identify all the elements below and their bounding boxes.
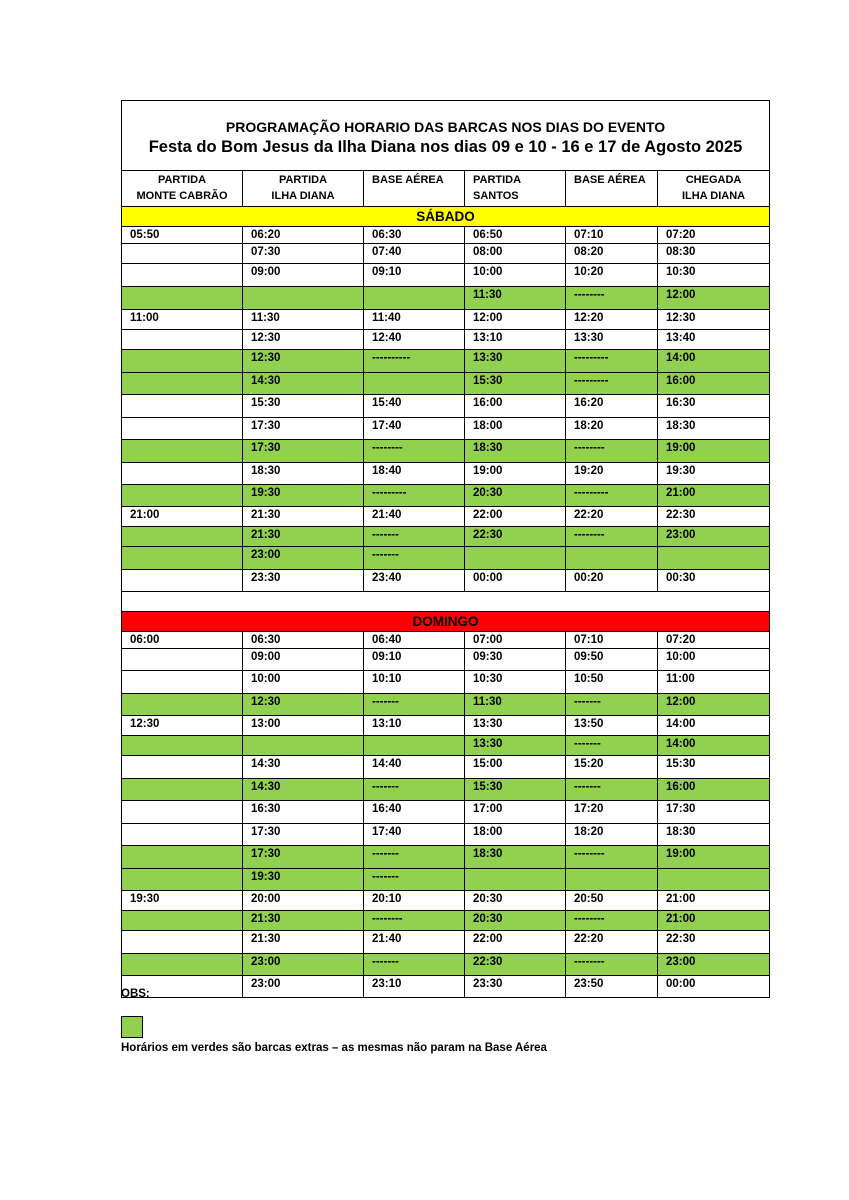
time-cell: 13:00 bbox=[243, 716, 364, 736]
time-cell: 22:00 bbox=[465, 507, 566, 527]
time-cell: 22:20 bbox=[566, 507, 658, 527]
time-cell: 11:30 bbox=[465, 694, 566, 716]
time-cell: 21:00 bbox=[658, 911, 770, 931]
time-cell: 22:30 bbox=[658, 507, 770, 527]
time-cell: 16:30 bbox=[658, 395, 770, 418]
time-cell: 14:30 bbox=[243, 756, 364, 779]
time-cell: 14:00 bbox=[658, 716, 770, 736]
time-cell: -------- bbox=[566, 527, 658, 547]
time-cell: 09:00 bbox=[243, 649, 364, 671]
time-cell: 14:00 bbox=[658, 350, 770, 373]
time-cell: 13:30 bbox=[465, 736, 566, 756]
extra-trip-row bbox=[122, 373, 770, 395]
time-cell: 16:40 bbox=[364, 801, 465, 824]
time-cell: 23:10 bbox=[364, 976, 465, 998]
column-header bbox=[243, 171, 364, 207]
time-cell: 15:20 bbox=[566, 756, 658, 779]
time-cell: 10:30 bbox=[465, 671, 566, 694]
trip-row bbox=[122, 632, 770, 649]
time-cell: 18:00 bbox=[465, 824, 566, 846]
trip-row bbox=[122, 418, 770, 440]
time-cell: 23:30 bbox=[465, 976, 566, 998]
time-cell: 12:30 bbox=[243, 330, 364, 350]
time-cell: 23:50 bbox=[566, 976, 658, 998]
time-cell: 20:00 bbox=[243, 891, 364, 911]
time-cell: 21:00 bbox=[658, 891, 770, 911]
column-header-line2: SANTOS bbox=[473, 190, 519, 202]
trip-row bbox=[122, 716, 770, 736]
day-band bbox=[122, 612, 770, 632]
time-cell: 21:00 bbox=[122, 507, 243, 527]
trip-row bbox=[122, 756, 770, 779]
time-cell: 13:50 bbox=[566, 716, 658, 736]
time-cell bbox=[122, 846, 243, 869]
time-cell: 23:40 bbox=[364, 570, 465, 592]
time-cell: 17:40 bbox=[364, 418, 465, 440]
extra-trip-row bbox=[122, 736, 770, 756]
time-cell: 06:50 bbox=[465, 227, 566, 244]
extra-trip-row bbox=[122, 350, 770, 373]
time-cell: ------- bbox=[566, 736, 658, 756]
time-cell bbox=[122, 671, 243, 694]
time-cell: 21:00 bbox=[658, 485, 770, 507]
time-cell bbox=[658, 869, 770, 891]
column-header bbox=[122, 171, 243, 207]
time-cell: 11:30 bbox=[243, 310, 364, 330]
time-cell: 18:00 bbox=[465, 418, 566, 440]
time-cell: 11:00 bbox=[122, 310, 243, 330]
time-cell: 12:30 bbox=[122, 716, 243, 736]
time-cell bbox=[122, 824, 243, 846]
time-cell: ------- bbox=[364, 869, 465, 891]
time-cell: 17:30 bbox=[243, 440, 364, 463]
time-cell: 20:30 bbox=[465, 911, 566, 931]
time-cell: 22:00 bbox=[465, 931, 566, 954]
trip-row bbox=[122, 801, 770, 824]
column-header-line2: ILHA DIANA bbox=[271, 190, 335, 202]
column-header-line1: PARTIDA bbox=[473, 174, 522, 186]
time-cell: -------- bbox=[566, 440, 658, 463]
time-cell: 20:30 bbox=[465, 485, 566, 507]
trip-row bbox=[122, 227, 770, 244]
time-cell: 19:20 bbox=[566, 463, 658, 485]
time-cell: 18:20 bbox=[566, 418, 658, 440]
time-cell: 18:30 bbox=[243, 463, 364, 485]
column-header-line2: ILHA DIANA bbox=[681, 190, 746, 202]
trip-row bbox=[122, 649, 770, 671]
time-cell: 19:30 bbox=[122, 891, 243, 911]
time-cell: 08:00 bbox=[465, 244, 566, 264]
time-cell: 21:30 bbox=[243, 507, 364, 527]
time-cell: 13:30 bbox=[465, 716, 566, 736]
time-cell: 21:40 bbox=[364, 507, 465, 527]
time-cell: 16:00 bbox=[465, 395, 566, 418]
time-cell bbox=[364, 373, 465, 395]
time-cell: 11:30 bbox=[465, 287, 566, 310]
time-cell: 18:30 bbox=[658, 418, 770, 440]
time-cell: 17:30 bbox=[243, 846, 364, 869]
time-cell: 20:50 bbox=[566, 891, 658, 911]
column-header-line2: MONTE CABRÃO bbox=[136, 190, 228, 202]
time-cell: 11:00 bbox=[658, 671, 770, 694]
trip-row bbox=[122, 507, 770, 527]
trip-row bbox=[122, 824, 770, 846]
time-cell: -------- bbox=[566, 287, 658, 310]
time-cell: ------- bbox=[364, 527, 465, 547]
time-cell: 12:00 bbox=[658, 287, 770, 310]
time-cell: 17:30 bbox=[658, 801, 770, 824]
time-cell: 05:50 bbox=[122, 227, 243, 244]
time-cell: 15:30 bbox=[465, 373, 566, 395]
time-cell: 07:10 bbox=[566, 632, 658, 649]
time-cell: 16:20 bbox=[566, 395, 658, 418]
time-cell: 09:30 bbox=[465, 649, 566, 671]
time-cell: 07:00 bbox=[465, 632, 566, 649]
time-cell bbox=[122, 547, 243, 570]
time-cell: 16:00 bbox=[658, 779, 770, 801]
extra-trip-row bbox=[122, 694, 770, 716]
time-cell: 13:10 bbox=[465, 330, 566, 350]
time-cell bbox=[122, 244, 243, 264]
time-cell: 00:00 bbox=[465, 570, 566, 592]
extra-trip-row bbox=[122, 440, 770, 463]
time-cell: 12:00 bbox=[465, 310, 566, 330]
time-cell: 20:30 bbox=[465, 891, 566, 911]
time-cell: 08:20 bbox=[566, 244, 658, 264]
time-cell: ---------- bbox=[364, 350, 465, 373]
trip-row bbox=[122, 330, 770, 350]
time-cell bbox=[122, 264, 243, 287]
time-cell: 10:00 bbox=[658, 649, 770, 671]
extra-trip-row bbox=[122, 779, 770, 801]
time-cell: 19:00 bbox=[465, 463, 566, 485]
time-cell: -------- bbox=[364, 440, 465, 463]
time-cell: 09:10 bbox=[364, 264, 465, 287]
time-cell bbox=[122, 350, 243, 373]
time-cell: --------- bbox=[364, 485, 465, 507]
extra-trip-row bbox=[122, 911, 770, 931]
time-cell bbox=[465, 547, 566, 570]
column-header-line1: CHEGADA bbox=[685, 174, 742, 186]
time-cell: 14:00 bbox=[658, 736, 770, 756]
time-cell: 07:30 bbox=[243, 244, 364, 264]
column-header-line1: PARTIDA bbox=[278, 174, 328, 186]
time-cell: -------- bbox=[566, 911, 658, 931]
time-cell: -------- bbox=[566, 846, 658, 869]
time-cell: 21:40 bbox=[364, 931, 465, 954]
time-cell bbox=[122, 756, 243, 779]
spacer-cell bbox=[122, 592, 770, 612]
extra-trip-row bbox=[122, 954, 770, 976]
legend-text: Horários em verdes são barcas extras – as mesmas não param na Base Aérea bbox=[121, 1042, 547, 1054]
time-cell: 12:20 bbox=[566, 310, 658, 330]
time-cell: 23:00 bbox=[243, 954, 364, 976]
column-header bbox=[658, 171, 770, 207]
time-cell: 10:50 bbox=[566, 671, 658, 694]
time-cell: ------- bbox=[364, 694, 465, 716]
time-cell: ------- bbox=[364, 779, 465, 801]
time-cell: 13:40 bbox=[658, 330, 770, 350]
time-cell bbox=[465, 869, 566, 891]
time-cell: 23:00 bbox=[243, 547, 364, 570]
column-header-row bbox=[122, 171, 770, 207]
column-header bbox=[364, 171, 465, 207]
time-cell: --------- bbox=[566, 350, 658, 373]
extra-trip-row bbox=[122, 287, 770, 310]
time-cell: 20:10 bbox=[364, 891, 465, 911]
time-cell: 17:40 bbox=[364, 824, 465, 846]
extra-trip-row bbox=[122, 547, 770, 570]
obs-label: OBS: bbox=[121, 988, 150, 1000]
extra-trip-row bbox=[122, 527, 770, 547]
time-cell: ------- bbox=[364, 954, 465, 976]
time-cell: 00:30 bbox=[658, 570, 770, 592]
time-cell: 18:20 bbox=[566, 824, 658, 846]
time-cell: -------- bbox=[566, 954, 658, 976]
time-cell: 18:30 bbox=[465, 846, 566, 869]
time-cell: 14:30 bbox=[243, 779, 364, 801]
title-block bbox=[122, 101, 770, 171]
time-cell: 12:30 bbox=[243, 694, 364, 716]
time-cell: 17:20 bbox=[566, 801, 658, 824]
trip-row bbox=[122, 395, 770, 418]
time-cell: 12:00 bbox=[658, 694, 770, 716]
time-cell: 12:40 bbox=[364, 330, 465, 350]
time-cell: ------- bbox=[364, 547, 465, 570]
time-cell: 21:30 bbox=[243, 911, 364, 931]
time-cell bbox=[122, 931, 243, 954]
trip-row bbox=[122, 671, 770, 694]
trip-row bbox=[122, 463, 770, 485]
time-cell: 22:30 bbox=[465, 527, 566, 547]
time-cell bbox=[364, 736, 465, 756]
time-cell: 09:00 bbox=[243, 264, 364, 287]
time-cell: 11:40 bbox=[364, 310, 465, 330]
column-header bbox=[566, 171, 658, 207]
green-legend-swatch bbox=[121, 1016, 143, 1038]
time-cell: 13:10 bbox=[364, 716, 465, 736]
time-cell: 15:30 bbox=[243, 395, 364, 418]
time-cell: 10:00 bbox=[465, 264, 566, 287]
time-cell: 16:00 bbox=[658, 373, 770, 395]
time-cell bbox=[122, 779, 243, 801]
time-cell: 12:30 bbox=[658, 310, 770, 330]
time-cell: 10:10 bbox=[364, 671, 465, 694]
time-cell bbox=[122, 287, 243, 310]
time-cell: 00:20 bbox=[566, 570, 658, 592]
time-cell: 14:30 bbox=[243, 373, 364, 395]
time-cell: 07:20 bbox=[658, 227, 770, 244]
time-cell: 07:10 bbox=[566, 227, 658, 244]
column-header bbox=[465, 171, 566, 207]
time-cell: 13:30 bbox=[566, 330, 658, 350]
time-cell: 18:30 bbox=[465, 440, 566, 463]
day-label: SÁBADO bbox=[122, 207, 770, 227]
time-cell: 23:00 bbox=[243, 976, 364, 998]
time-cell bbox=[122, 440, 243, 463]
time-cell: 19:00 bbox=[658, 440, 770, 463]
time-cell bbox=[243, 736, 364, 756]
time-cell: 07:40 bbox=[364, 244, 465, 264]
time-cell: 17:00 bbox=[465, 801, 566, 824]
time-cell: 19:30 bbox=[658, 463, 770, 485]
time-cell: 15:00 bbox=[465, 756, 566, 779]
time-cell: 14:40 bbox=[364, 756, 465, 779]
time-cell: ------- bbox=[364, 846, 465, 869]
time-cell bbox=[122, 911, 243, 931]
section-spacer-row bbox=[122, 592, 770, 612]
time-cell: 10:00 bbox=[243, 671, 364, 694]
time-cell: 07:20 bbox=[658, 632, 770, 649]
trip-row bbox=[122, 244, 770, 264]
column-header-line1: BASE AÉREA bbox=[372, 174, 444, 186]
time-cell: 23:00 bbox=[658, 527, 770, 547]
time-cell: 09:10 bbox=[364, 649, 465, 671]
time-cell bbox=[364, 287, 465, 310]
time-cell bbox=[243, 287, 364, 310]
time-cell: 17:30 bbox=[243, 418, 364, 440]
time-cell: 23:00 bbox=[658, 954, 770, 976]
time-cell: 08:30 bbox=[658, 244, 770, 264]
time-cell: 16:30 bbox=[243, 801, 364, 824]
trip-row bbox=[122, 891, 770, 911]
time-cell: --------- bbox=[566, 373, 658, 395]
time-cell bbox=[122, 694, 243, 716]
extra-trip-row bbox=[122, 846, 770, 869]
time-cell: 10:30 bbox=[658, 264, 770, 287]
document-title: PROGRAMAÇÃO HORARIO DAS BARCAS NOS DIAS DO EVENTO bbox=[225, 118, 666, 135]
time-cell: 15:30 bbox=[658, 756, 770, 779]
time-cell: 19:30 bbox=[243, 485, 364, 507]
time-cell: 19:30 bbox=[243, 869, 364, 891]
time-cell: --------- bbox=[566, 485, 658, 507]
trip-row bbox=[122, 570, 770, 592]
time-cell: 15:40 bbox=[364, 395, 465, 418]
time-cell: 00:00 bbox=[658, 976, 770, 998]
time-cell: ------- bbox=[566, 779, 658, 801]
time-cell bbox=[122, 736, 243, 756]
day-band bbox=[122, 207, 770, 227]
time-cell bbox=[122, 395, 243, 418]
column-header-line1: BASE AÉREA bbox=[574, 174, 646, 186]
time-cell: 18:40 bbox=[364, 463, 465, 485]
time-cell: 10:20 bbox=[566, 264, 658, 287]
time-cell bbox=[122, 801, 243, 824]
extra-trip-row bbox=[122, 485, 770, 507]
time-cell bbox=[122, 954, 243, 976]
time-cell: 17:30 bbox=[243, 824, 364, 846]
time-cell bbox=[122, 373, 243, 395]
time-cell bbox=[122, 330, 243, 350]
column-header-line1: PARTIDA bbox=[157, 174, 207, 186]
trip-row bbox=[122, 264, 770, 287]
time-cell bbox=[122, 527, 243, 547]
time-cell bbox=[122, 418, 243, 440]
time-cell: -------- bbox=[364, 911, 465, 931]
schedule-table bbox=[121, 100, 770, 998]
time-cell bbox=[566, 869, 658, 891]
time-cell bbox=[122, 869, 243, 891]
time-cell: 22:20 bbox=[566, 931, 658, 954]
time-cell: 06:30 bbox=[243, 632, 364, 649]
day-label: DOMINGO bbox=[122, 612, 770, 632]
time-cell: 23:30 bbox=[243, 570, 364, 592]
time-cell: 21:30 bbox=[243, 931, 364, 954]
time-cell: 22:30 bbox=[465, 954, 566, 976]
time-cell: 22:30 bbox=[658, 931, 770, 954]
time-cell: 15:30 bbox=[465, 779, 566, 801]
time-cell bbox=[122, 463, 243, 485]
extra-trip-row bbox=[122, 869, 770, 891]
document-subtitle: Festa do Bom Jesus da Ilha Diana nos dias 09 e 10 - 16 e 17 de Agosto 2025 bbox=[148, 137, 743, 156]
time-cell bbox=[566, 547, 658, 570]
time-cell: 06:30 bbox=[364, 227, 465, 244]
time-cell bbox=[658, 547, 770, 570]
trip-row bbox=[122, 931, 770, 954]
time-cell: 18:30 bbox=[658, 824, 770, 846]
time-cell bbox=[122, 570, 243, 592]
time-cell: 06:40 bbox=[364, 632, 465, 649]
time-cell: 12:30 bbox=[243, 350, 364, 373]
time-cell: 21:30 bbox=[243, 527, 364, 547]
time-cell: 13:30 bbox=[465, 350, 566, 373]
trip-row bbox=[122, 310, 770, 330]
time-cell: ------- bbox=[566, 694, 658, 716]
time-cell bbox=[122, 485, 243, 507]
schedule-sheet bbox=[121, 100, 769, 998]
time-cell: 06:20 bbox=[243, 227, 364, 244]
time-cell: 09:50 bbox=[566, 649, 658, 671]
trip-row bbox=[122, 976, 770, 998]
time-cell: 19:00 bbox=[658, 846, 770, 869]
time-cell: 06:00 bbox=[122, 632, 243, 649]
time-cell bbox=[122, 649, 243, 671]
